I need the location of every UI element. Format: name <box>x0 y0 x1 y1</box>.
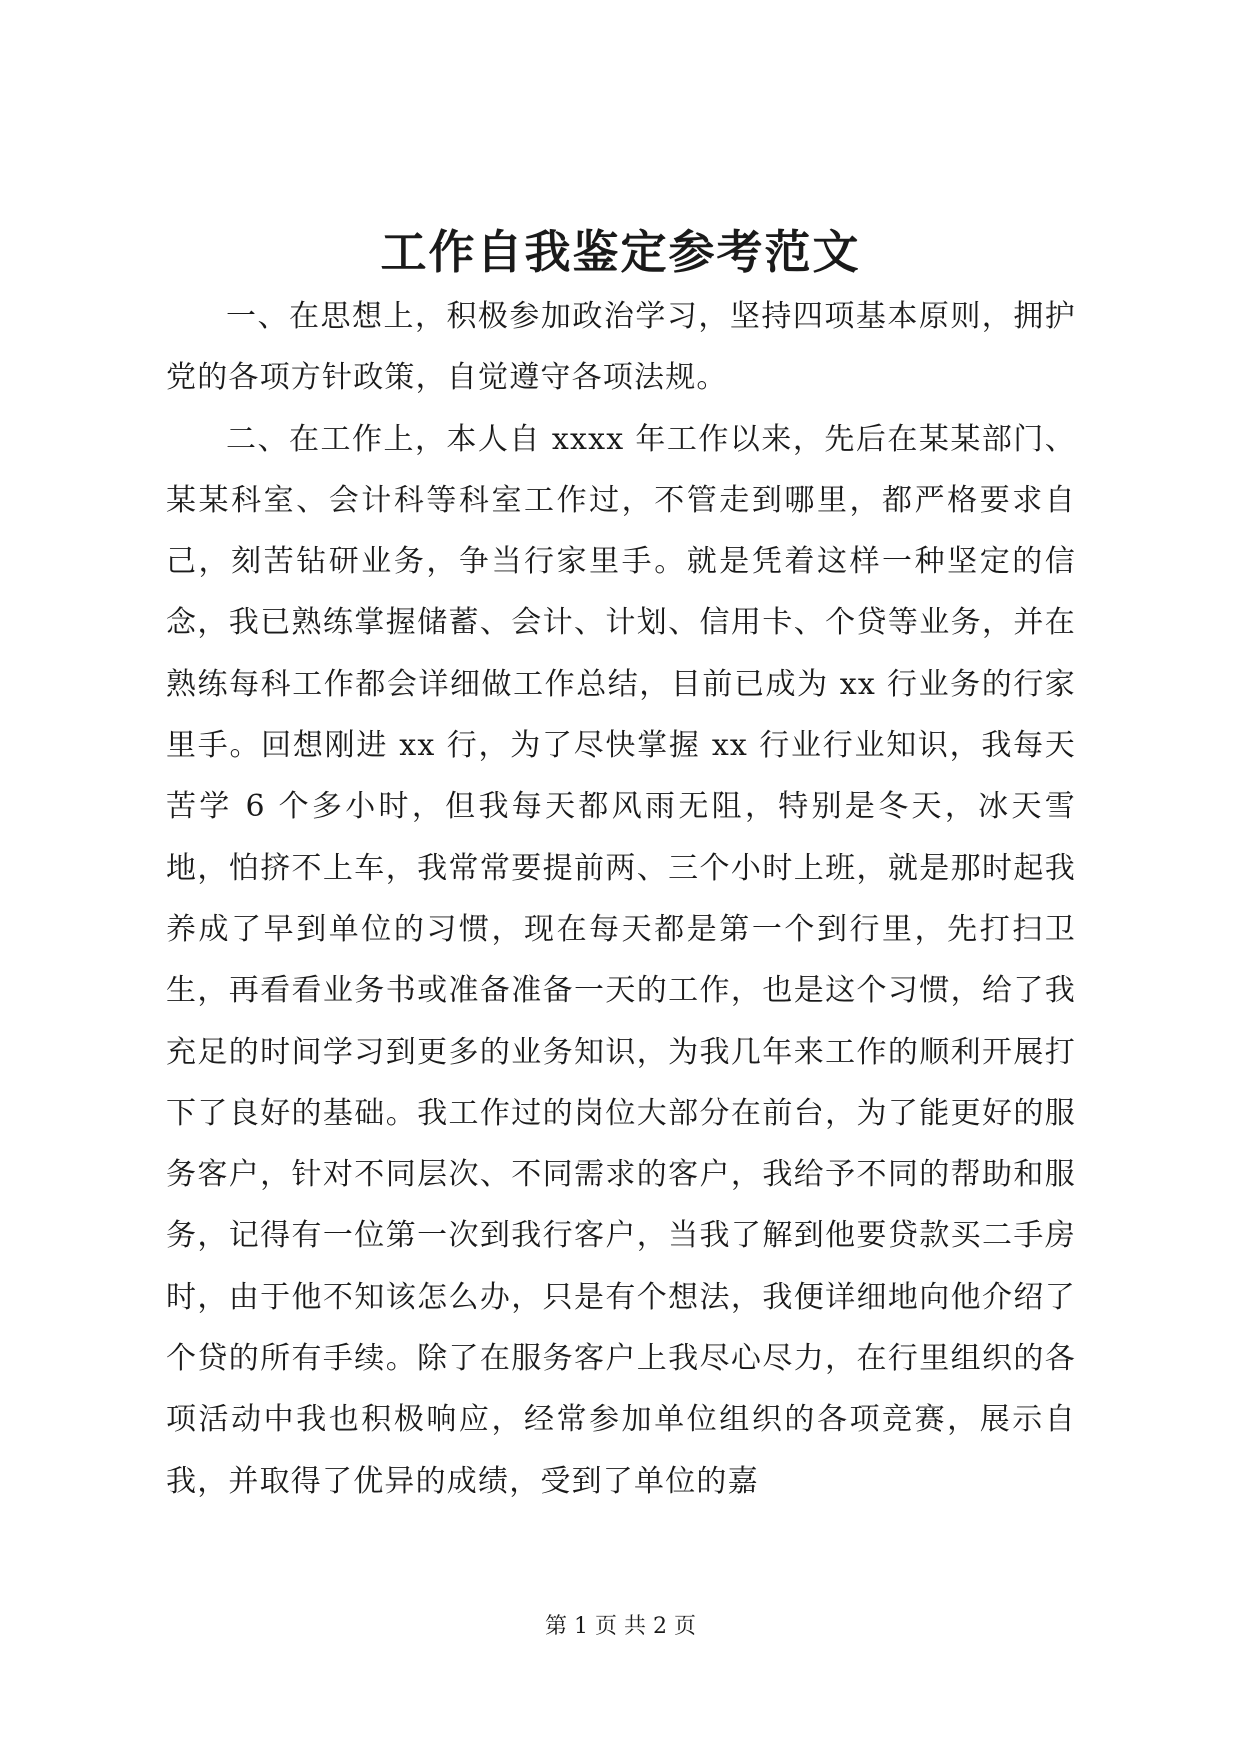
page-footer: 第 1 页 共 2 页 <box>545 1614 696 1639</box>
paragraph-1: 一、在思想上，积极参加政治学习，坚持四项基本原则，拥护党的各项方针政策，自觉遵守各项法规。 <box>166 299 1076 396</box>
document-body <box>166 286 1076 1512</box>
page-title: 工作自我鉴定参考范文 <box>380 225 861 279</box>
paragraph-2: 二、在工作上，本人自 xxxx 年工作以来，先后在某某部门、某某科室、会计科等科室工作过，不管走到哪里，都严格要求自己，刻苦钻研业务，争当行家里手。就是凭着这样一种坚定的信念，我已熟练掌握储蓄、会计、计划、信用卡、个贷等业务，并在熟练每科工作都会详细做工作总结，目前已成为 xx 行业务的行家里手。回想刚进 xx 行，为了尽快掌握 xx 行业行业知识，我每天苦学 6 个多小时，但我每天都风雨无阻，特别是冬天，冰天雪地，怕挤不上车，我常常要提前两、三个小时上班，就是那时起我养成了早到单位的习惯，现在每天都是第一个到行里，先打扫卫生，再看看业务书或准备准备一天的工作，也是这个习惯，给了我充足的时间学习到更多的业务知识，为我几年来工作的顺利开展打下了良好的基础。我工作过的岗位大部分在前台，为了能更好的服务客户，针对不同层次、不同需求的客户，我给予不同的帮助和服务，记得有一位第一次到我行客户，当我了解到他要贷款买二手房时，由于他不知该怎么办，只是有个想法，我便详细地向他介绍了个贷的所有手续。除了在服务客户上我尽心尽力，在行里组织的各项活动中我也积极响应，经常参加单位组织的各项竞赛，展示自我，并取得了优异的成绩，受到了单位的嘉 <box>166 421 1076 1499</box>
